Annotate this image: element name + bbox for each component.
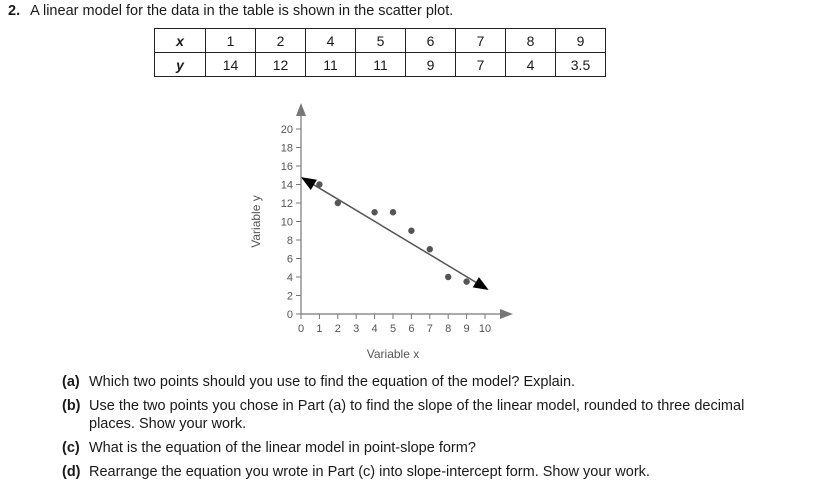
x-tick-label: 2 xyxy=(334,323,341,335)
y-tick-label: 16 xyxy=(280,161,293,173)
part-text: Which two points should you use to find the equation of the model? Explain. xyxy=(89,374,576,390)
data-point xyxy=(408,228,414,234)
part-text: Use the two points you chose in Part (a) to find the slope of the linear model, rounded to three decimal places. Show your work. xyxy=(89,398,745,432)
y-value-cell: 14 xyxy=(206,53,256,77)
part-b xyxy=(62,397,762,433)
y-axis-label: Variable y xyxy=(249,195,263,248)
y-tick-label: 8 xyxy=(286,235,293,247)
x-value-cell: 4 xyxy=(306,29,356,53)
part-label: (b) xyxy=(62,398,81,414)
part-text: Rearrange the equation you wrote in Part (c) into slope-intercept form. Show your work. xyxy=(89,464,650,480)
y-value-cell: 4 xyxy=(506,53,556,77)
y-value-cell: 12 xyxy=(256,53,306,77)
x-tick-label: 3 xyxy=(353,323,360,335)
y-tick-label: 4 xyxy=(286,272,293,284)
x-tick-label: 0 xyxy=(297,323,305,335)
x-value-cell: 9 xyxy=(556,29,606,53)
x-header-cell: x xyxy=(155,29,206,53)
y-header-cell: y xyxy=(155,53,206,77)
x-tick-label: 9 xyxy=(463,323,470,335)
x-value-cell: 8 xyxy=(506,29,556,53)
part-c xyxy=(62,439,762,457)
data-table xyxy=(154,28,606,77)
table-row-y xyxy=(155,53,606,77)
model-line xyxy=(314,185,476,282)
part-label: (c) xyxy=(62,440,80,456)
x-tick-label: 4 xyxy=(371,323,378,335)
data-point xyxy=(427,246,433,252)
x-value-cell: 1 xyxy=(206,29,256,53)
question-prompt: A linear model for the data in the table is shown in the scatter plot. xyxy=(30,3,454,19)
x-value-cell: 2 xyxy=(256,29,306,53)
part-d xyxy=(62,463,762,481)
data-point xyxy=(445,274,451,280)
x-tick-label: 5 xyxy=(389,323,397,335)
y-tick-label: 18 xyxy=(280,142,293,155)
model-line-start-arrow-icon xyxy=(301,177,317,190)
x-tick-label: 1 xyxy=(316,323,323,335)
data-point xyxy=(463,278,469,284)
x-axis-label: Variable x xyxy=(366,347,420,361)
x-tick-label: 8 xyxy=(445,323,452,335)
scatter-plot xyxy=(240,100,530,368)
question-number: 2. xyxy=(8,3,21,19)
x-value-cell: 7 xyxy=(456,29,506,53)
model-line-end-arrow-icon xyxy=(473,277,489,290)
y-tick-label: 0 xyxy=(286,309,293,321)
question-parts xyxy=(62,373,762,487)
part-a xyxy=(62,373,762,391)
y-value-cell: 9 xyxy=(406,53,456,77)
x-tick-label: 7 xyxy=(426,323,433,335)
data-point xyxy=(316,181,322,187)
y-value-cell: 11 xyxy=(306,53,356,77)
y-axis-arrow-icon xyxy=(296,103,306,116)
table-row-x xyxy=(155,29,606,53)
part-label: (d) xyxy=(62,464,81,480)
y-tick-label: 2 xyxy=(286,290,293,303)
part-text: What is the equation of the linear model in point-slope form? xyxy=(89,440,476,456)
data-point xyxy=(335,200,341,206)
data-point xyxy=(371,209,377,215)
y-value-cell: 3.5 xyxy=(556,53,606,77)
x-value-cell: 5 xyxy=(356,29,406,53)
y-tick-label: 12 xyxy=(280,198,293,210)
x-axis-arrow-icon xyxy=(500,309,513,319)
y-tick-label: 10 xyxy=(280,216,293,229)
part-label: (a) xyxy=(62,374,80,390)
question-header xyxy=(8,3,453,19)
y-value-cell: 11 xyxy=(356,53,406,77)
y-tick-label: 6 xyxy=(286,253,293,266)
y-value-cell: 7 xyxy=(456,53,506,77)
y-tick-label: 20 xyxy=(280,124,293,136)
x-tick-label: 10 xyxy=(478,323,492,335)
x-value-cell: 6 xyxy=(406,29,456,53)
x-tick-label: 6 xyxy=(408,323,415,335)
data-point xyxy=(390,209,396,215)
y-tick-label: 14 xyxy=(280,179,293,192)
